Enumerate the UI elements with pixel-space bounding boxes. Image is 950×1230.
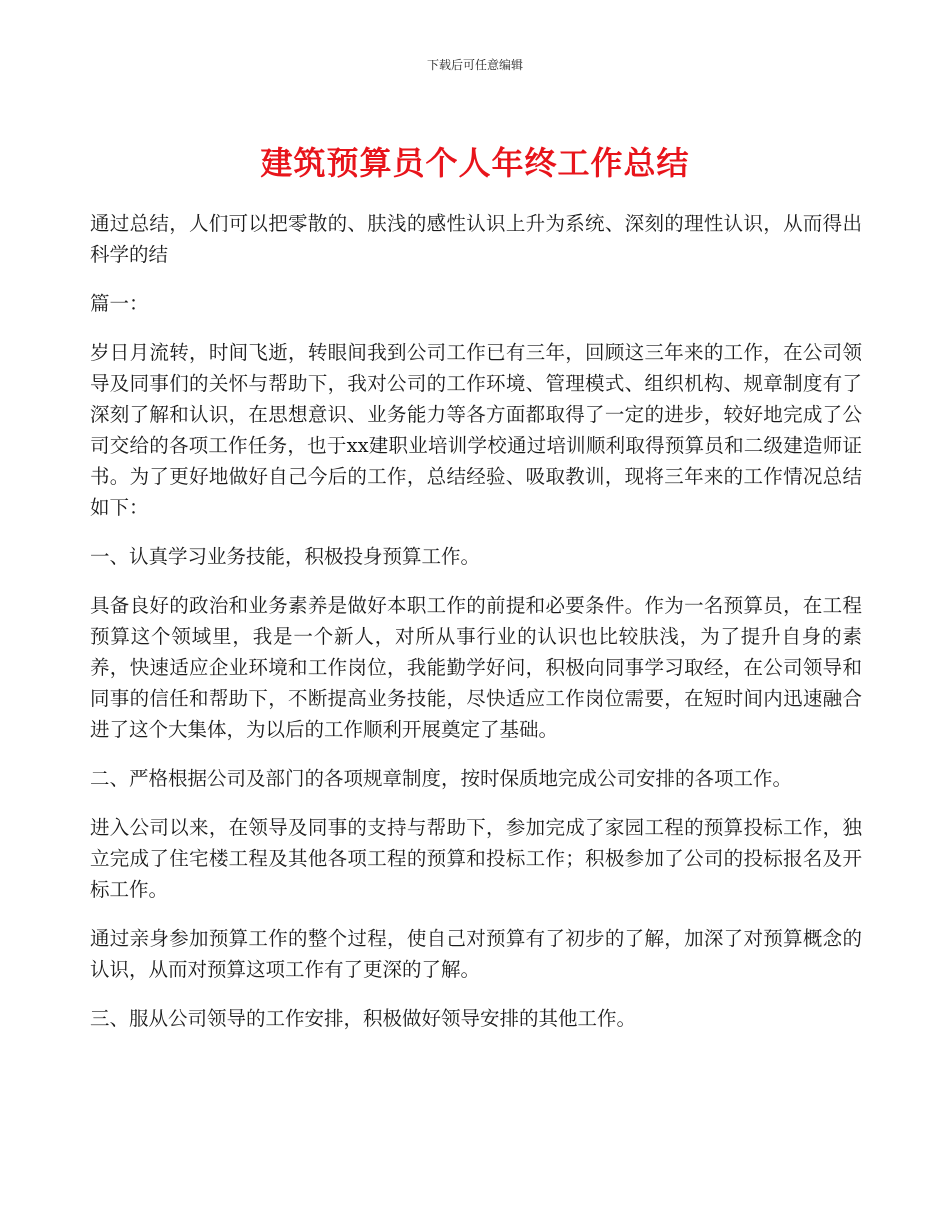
- document-title: 建筑预算员个人年终工作总结: [260, 144, 690, 182]
- body-paragraph: 通过亲身参加预算工作的整个过程，使自己对预算有了初步的了解，加深了对预算概念的认识，从而对预算这项工作有了更深的了解。: [90, 927, 862, 981]
- document-body: [90, 208, 862, 1052]
- body-paragraph: 岁日月流转，时间飞逝，转眼间我到公司工作已有三年，回顾这三年来的工作，在公司领导及同事们的关怀与帮助下，我对公司的工作环境、管理模式、组织机构、规章制度有了深刻了解和认识，在思想意识、业务能力等各方面都取得了一定的进步，较好地完成了公司交给的各项工作任务，也于xx建职业培训学校通过培训顺利取得预算员和二级建造师证书。为了更好地做好自己今后的工作，总结经验、吸取教训，现将三年来的工作情况总结如下：: [90, 341, 862, 519]
- section-heading-2: 二、严格根据公司及部门的各项规章制度，按时保质地完成公司安排的各项工作。: [90, 767, 793, 790]
- header-note: 下载后可任意编辑: [426, 58, 523, 72]
- body-paragraph: 进入公司以来，在领导及同事的支持与帮助下，参加完成了家园工程的预算投标工作，独立完成了住宅楼工程及其他各项工程的预算和投标工作；积极参加了公司的投标报名及开标工作。: [90, 816, 862, 901]
- body-paragraph: 具备良好的政治和业务素养是做好本职工作的前提和必要条件。作为一名预算员，在工程预算这个领域里，我是一个新人，对所从事行业的认识也比较肤浅，为了提升自身的素养，快速适应企业环境和工作岗位，我能勤学好问，积极向同事学习取经，在公司领导和同事的信任和帮助下，不断提高业务技能，尽快适应工作岗位需要，在短时间内迅速融合进了这个大集体，为以后的工作顺利开展奠定了基础。: [90, 594, 862, 741]
- section-heading-3: 三、服从公司领导的工作安排，积极做好领导安排的其他工作。: [90, 1007, 637, 1030]
- part-heading: 篇一：: [90, 292, 149, 315]
- intro-paragraph: 通过总结，人们可以把零散的、肤浅的感性认识上升为系统、深刻的理性认识，从而得出科学的结: [90, 212, 862, 266]
- section-heading-1: 一、认真学习业务技能，积极投身预算工作。: [90, 545, 481, 568]
